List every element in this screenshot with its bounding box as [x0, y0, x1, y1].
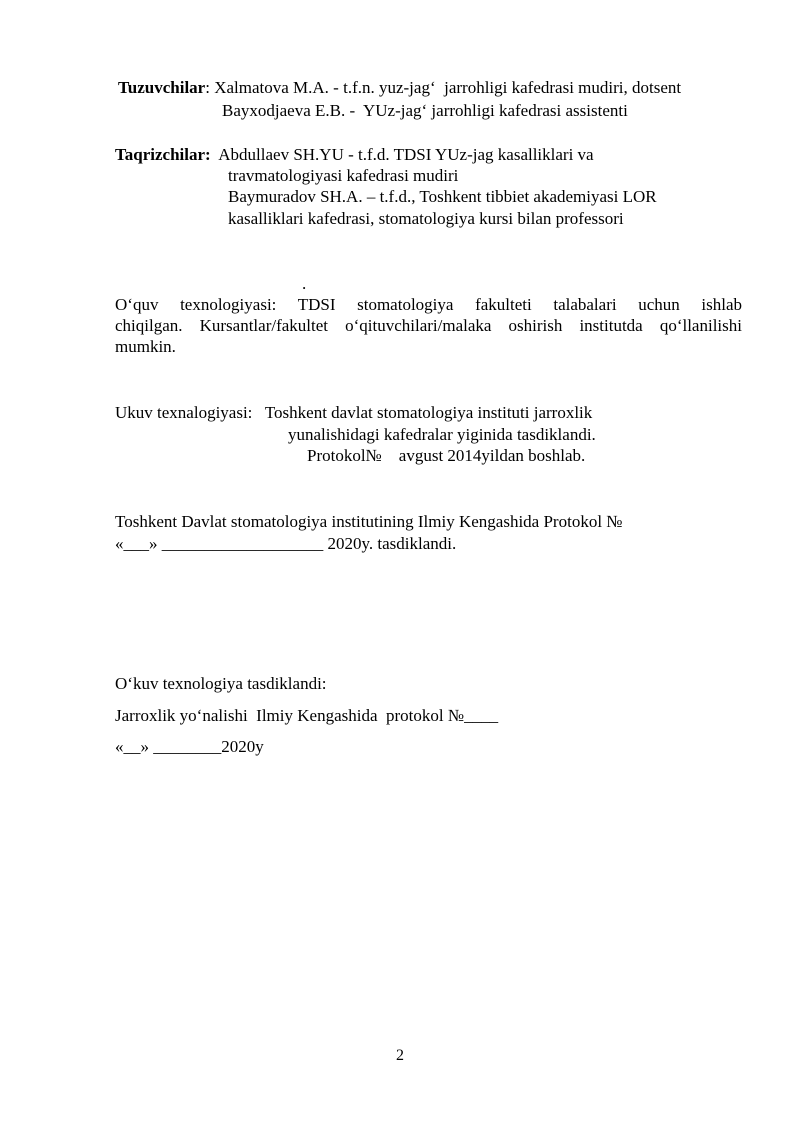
ukuv-line-1: Ukuv texnalogiyasi: Toshkent davlat stomatologiya instituti jarroxlik [115, 403, 593, 422]
compilers-line-1: Tuzuvchilar: Xalmatova M.A. - t.f.n. yuz-jag‘ jarrohligi kafedrasi mudiri, dotsent [118, 78, 682, 97]
compilers-line-2: Bayxodjaeva E.B. - YUz-jag‘ jarrohligi kafedrasi assistenti [222, 101, 628, 120]
oquv-paragraph [115, 294, 742, 357]
reviewers-line-4: kasalliklari kafedrasi, stomatologiya kursi bilan professori [228, 209, 624, 228]
stray-dot: . [302, 274, 307, 293]
reviewers-line-1: Taqrizchilar: Abdullaev SH.YU - t.f.d. TDSI YUz-jag kasalliklari va [115, 145, 594, 164]
oquv-line-1: O‘quv texnologiyasi: TDSI stomatologiya fakulteti talabalari uchun ishlab [115, 295, 742, 314]
approval-line-1: O‘kuv texnologiya tasdiklandi: [115, 674, 327, 693]
council-line-2: «___» ___________________ 2020y. tasdiklandi. [115, 534, 457, 553]
approval-line-3: «__» ________2020y [115, 737, 264, 756]
page-number: 2 [396, 1047, 404, 1064]
reviewers-label: Taqrizchilar: [115, 145, 211, 164]
council-line-1: Toshkent Davlat stomatologiya institutining Ilmiy Kengashida Protokol № [115, 512, 623, 531]
oquv-line-2: chiqilgan. Kursantlar/fakultet o‘qituvchilari/malaka oshirish institutda qo‘llanilishi [115, 316, 742, 335]
ukuv-line-2: yunalishidagi kafedralar yiginida tasdiklandi. [288, 425, 596, 444]
oquv-line-3: mumkin. [115, 337, 176, 356]
reviewers-line-3: Baymuradov SH.A. – t.f.d., Toshkent tibbiet akademiyasi LOR [228, 187, 657, 206]
compilers-label: Tuzuvchilar [118, 78, 206, 97]
ukuv-line-3: Protokol№ avgust 2014yildan boshlab. [307, 446, 586, 465]
reviewers-line-2: travmatologiyasi kafedrasi mudiri [228, 166, 459, 185]
approval-line-2: Jarroxlik yo‘nalishi Ilmiy Kengashida protokol №____ [115, 706, 499, 725]
